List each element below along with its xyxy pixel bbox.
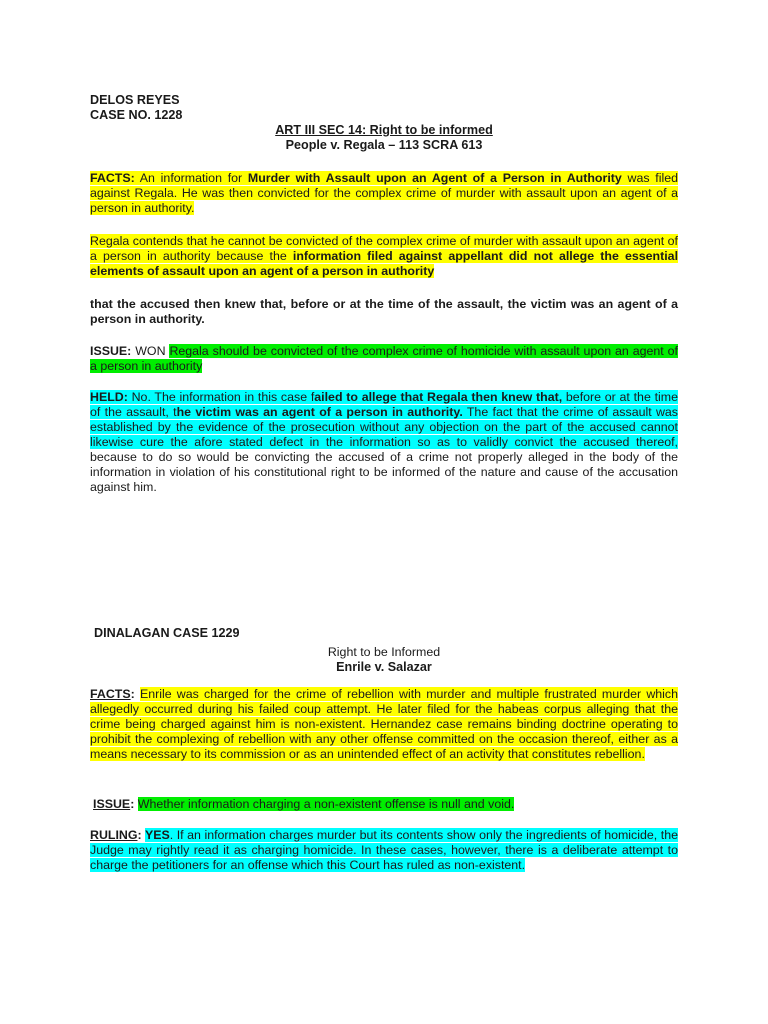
ruling-label: RULING: [90, 828, 138, 842]
held-text: before or at the time of the assault, t: [90, 390, 678, 419]
case2-facts: [90, 687, 678, 762]
issue-won: WON: [131, 344, 170, 358]
case1-topic: ART III SEC 14: Right to be informed: [275, 123, 493, 137]
held-text: No. The information in this case f: [127, 390, 315, 404]
case1-title: People v. Regala – 113 SCRA 613: [285, 138, 483, 152]
facts-charge: Murder with Assault upon an Agent of a Person in Authority: [247, 171, 622, 185]
contention-text: Regala contends that he cannot be convicted of the complex crime of murder with assault upon an agent of a person in authority because the: [90, 234, 678, 263]
facts-text: Enrile was charged for the crime of rebellion with murder and multiple frustrated murder which allegedly occurred during his failed coup attempt. He later filed for the habeas corpus alleging that the crime being charged against him is non-existent. Hernandez case remains binding doctrine operating to prohibit the complexing of rebellion with any other offense committed on the occasion thereof, either as a means necessary to its commission or as an unintended effect of an activity that constitutes rebellion.: [90, 687, 678, 761]
case2-topic: Right to be Informed: [327, 645, 441, 659]
facts-text: was filed against Regala. He was then convicted for the complex crime of murder with assault upon an agent of a person in authority.: [90, 171, 678, 215]
case2-title: Enrile v. Salazar: [336, 660, 432, 674]
case1-facts: [90, 171, 678, 216]
held-label: HELD:: [90, 390, 128, 404]
issue-text: Whether information charging a non-existent offense is null and void.: [137, 797, 515, 811]
ruling-yes: YES: [144, 828, 170, 842]
case1-header: [90, 93, 678, 153]
held-bold: ailed to allege that Regala then knew that,: [314, 390, 563, 404]
issue-label: ISSUE: [93, 797, 131, 811]
issue-label: ISSUE:: [90, 344, 132, 358]
case2-ruling: [90, 828, 678, 873]
facts-label: FACTS: [90, 687, 131, 701]
element-text: that the accused then knew that, before or at the time of the assault, the victim was an agent of a person in authority.: [90, 297, 678, 326]
ruling-text: . If an information charges murder but its contents show only the ingredients of homicide, the Judge may rightly read it as charging homicide. In these cases, however, there is a deliberate attempt to charge the petitioners for an offense which this Court has ruled as non-existent.: [90, 828, 678, 872]
colon: :: [137, 828, 145, 842]
case2-heading: DINALAGAN CASE 1229: [94, 626, 240, 640]
held-bold: he victim was an agent of a person in authority.: [176, 405, 463, 419]
colon: :: [130, 687, 140, 701]
case1-case-no: CASE NO. 1228: [90, 108, 183, 122]
case1-facts-p2: [90, 234, 678, 279]
held-text-plain: because to do so would be convicting the accused of a crime not properly alleged in the body of the information in violation of his constitutional right to be informed of the nature and cause of the accusation against him.: [90, 450, 678, 494]
facts-text: An information for: [134, 171, 248, 185]
case1-issue: [90, 344, 678, 374]
facts-label: FACTS:: [90, 171, 135, 185]
colon: :: [130, 797, 138, 811]
held-text: The fact that the crime of assault was established by the evidence of the prosecution without any objection on the part of the accused cannot likewise cure the afore stated defect in the information so as to validly convict the accused thereof,: [90, 405, 678, 449]
issue-text: Regala should be convicted of the complex crime of homicide with assault upon an agent of a person in authority: [90, 344, 678, 373]
case1-facts-p3: [90, 297, 678, 327]
case2-header: [90, 626, 678, 675]
contention-bold: information filed against appellant did not allege the essential elements of assault upon an agent of a person in authority: [90, 249, 679, 278]
case1-held: [90, 390, 678, 495]
case2-issue: [90, 797, 678, 812]
case1-author: DELOS REYES: [90, 93, 180, 107]
